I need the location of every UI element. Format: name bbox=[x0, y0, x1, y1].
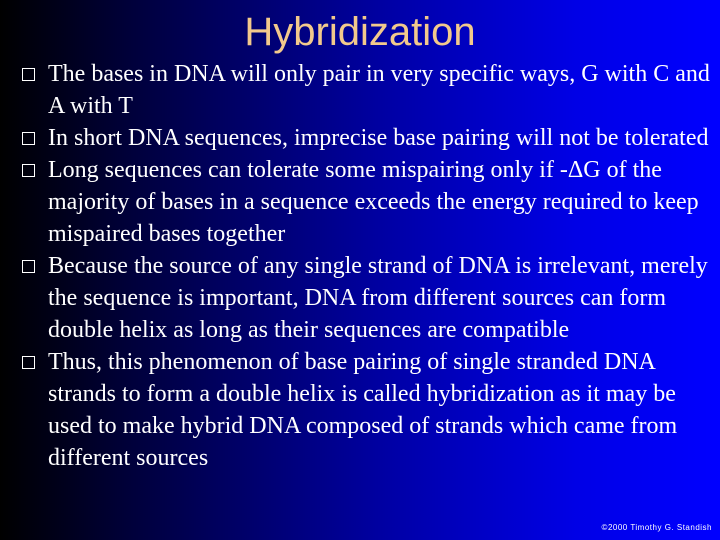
bullet-text: Long sequences can tolerate some mispairing only if -ΔG of the majority of bases in a sequence exceeds the energy required to keep mispaired bases together bbox=[48, 157, 699, 247]
bullet-text: In short DNA sequences, imprecise base pairing will not be tolerated bbox=[48, 125, 709, 151]
bullet-text: Because the source of any single strand of DNA is irrelevant, merely the sequence is important, DNA from different sources can form double helix as long as their sequences are compatible bbox=[48, 253, 708, 343]
bullet-item bbox=[20, 154, 720, 250]
bullet-list bbox=[20, 58, 720, 474]
slide-title: Hybridization bbox=[244, 10, 476, 54]
bullet-item bbox=[20, 122, 720, 154]
copyright-notice: ©2000 Timothy G. Standish bbox=[601, 523, 712, 532]
square-bullet-icon bbox=[22, 260, 35, 273]
square-bullet-icon bbox=[22, 356, 35, 369]
square-bullet-icon bbox=[22, 132, 35, 145]
square-bullet-icon bbox=[22, 164, 35, 177]
bullet-item bbox=[20, 250, 720, 346]
bullet-text: The bases in DNA will only pair in very specific ways, G with C and A with T bbox=[48, 61, 710, 119]
bullet-text: Thus, this phenomenon of base pairing of single stranded DNA strands to form a double helix is called hybridization as it may be used to make hybrid DNA composed of strands which came from different sources bbox=[48, 349, 678, 471]
bullet-item bbox=[20, 58, 720, 122]
square-bullet-icon bbox=[22, 68, 35, 81]
bullet-item bbox=[20, 346, 720, 474]
